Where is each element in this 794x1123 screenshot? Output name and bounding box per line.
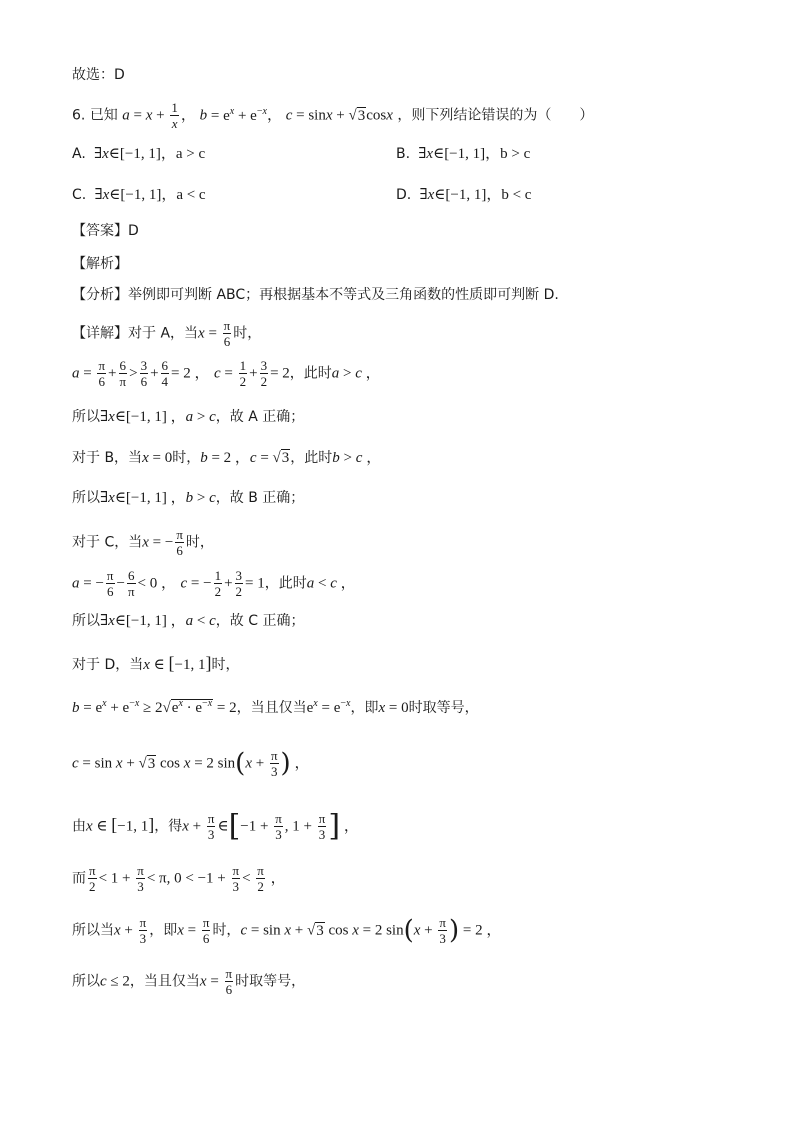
- option-c: C. ∃x∈[−1, 1]，a < c: [72, 187, 206, 203]
- detail-c-line: 对于 C，当x = − $\frac{\pi}{6}$ 时，: [72, 527, 214, 558]
- when-d-line: 所以当x + $\frac{\pi}{3}$ ，即x = $\frac{\pi}{6}$ 时，c = sin x + √3 cos x = 2 sin(x + $\frac{\pi}{3}$ ) = 2 ，: [72, 915, 502, 946]
- previous-answer-line: [72, 68, 125, 82]
- option-d: D. ∃x∈[−1, 1]，b < c: [396, 187, 532, 203]
- conclusion-c-line: 所以∃x∈[−1, 1] ，a < c，故 C 正确；: [72, 613, 305, 629]
- conclusion-b-line: 所以∃x∈[−1, 1] ，b > c，故 B 正确；: [72, 490, 305, 506]
- fenxi-text: 举例即可判断 ABC；再根据基本不等式及三角函数的性质即可判断 D.: [128, 287, 559, 303]
- formula-a-def: a: [122, 107, 130, 124]
- answer-line: [72, 224, 139, 238]
- calc-c-line: a = − $\frac{\pi}{6}$ − $\frac{6}{\pi}$ < 0 ， c = − $\frac{1}{2}$ + $\frac{3}{2}$ = 1，此时a < c ，: [72, 568, 356, 599]
- detail-b-line: 对于 B，当x = 0时，b = 2 ，c = √3，此时b > c ，: [72, 450, 382, 466]
- conclusion-a-line: 所以∃x∈[−1, 1] ，a > c，故 A 正确；: [72, 409, 305, 425]
- option-b: B. ∃x∈[−1, 1]，b > c: [396, 146, 531, 162]
- option-a: A. ∃x∈[−1, 1]，a > c: [72, 146, 206, 162]
- fenxi-tag: 【分析】: [72, 287, 128, 303]
- detail-d-line: 对于 D，当x ∈ [−1, 1]时，: [72, 653, 240, 673]
- detail-tag: 【详解】: [72, 325, 128, 342]
- detail-a-line: 【详解】对于 A，当x = $\frac{\pi}{6}$ 时，: [72, 318, 262, 349]
- previous-answer: 故选：D: [72, 67, 125, 83]
- answer-value: D: [128, 223, 139, 239]
- fenxi-line: [72, 288, 559, 302]
- question-number: 6.: [72, 107, 86, 124]
- calc-d-b-line: $b = e^x + e^{-x} \ge 2√e^x \cdot e^{-x} = 2$，当且仅当$e^x = e^{-x}$，即x = 0时取等号，: [72, 698, 479, 716]
- question-stem: 6. 已知 a = x + $\frac{1}{x}$ ， $b = e^x + e^{-x}$， c = sinx + √3cosx ，则下列结论错误的为（ ）: [72, 100, 594, 131]
- answer-tag: 【答案】: [72, 223, 128, 239]
- final-d-line: 所以c ≤ 2，当且仅当x = $\frac{\pi}{6}$ 时取等号，: [72, 966, 306, 997]
- range-d-line: 由x ∈ [−1, 1]，得x + $\frac{\pi}{3}$ ∈[−1 + $\frac{\pi}{3}$ , 1 + $\frac{\pi}{3}$ ] ，: [72, 808, 359, 844]
- question-stem-suffix: ，则下列结论错误的为（ ）: [397, 107, 594, 124]
- bound-d-line: 而 $\frac{\pi}{2}$ < 1 + $\frac{\pi}{3}$ < π, 0 < −1 + $\frac{\pi}{3}$ < $\frac{\pi}{2}$ ，: [72, 863, 286, 894]
- analysis-tag-line: [72, 257, 128, 271]
- calc-a-line: a = $\frac{\pi}{6}$ + $\frac{6}{\pi}$ > $\frac{3}{6}$ + $\frac{6}{4}$ = 2 ， c = $\frac{1}{2}$ + $\frac{3}{2}$ = 2，此时a > c ，: [72, 358, 381, 389]
- analysis-tag: 【解析】: [72, 256, 128, 272]
- calc-d-c-line: c = sin x + √3 cos x = 2 sin(x + $\frac{\pi}{3}$ ) ，: [72, 748, 310, 779]
- question-stem-prefix: 已知: [89, 107, 118, 124]
